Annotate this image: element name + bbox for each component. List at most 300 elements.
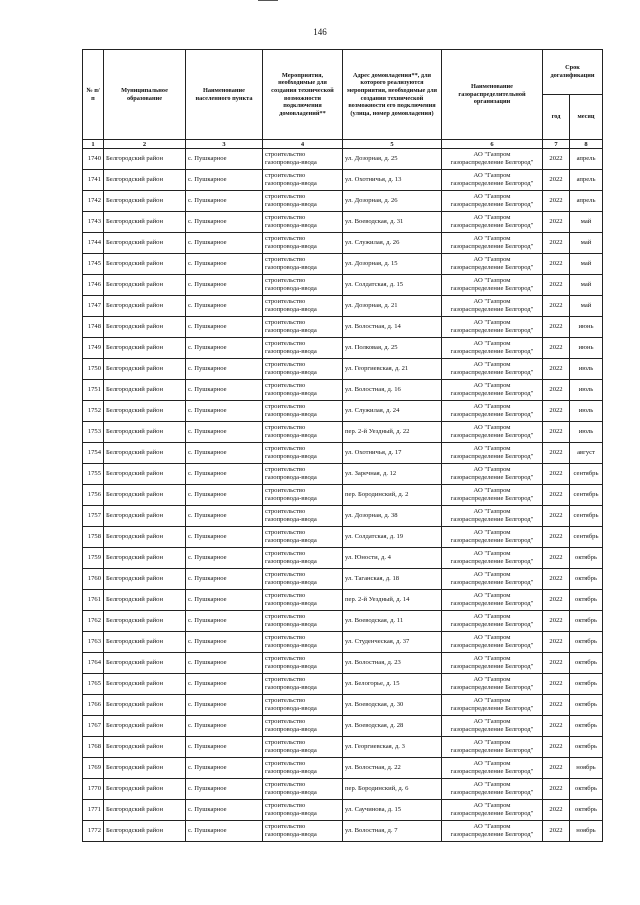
event-cell xyxy=(263,296,343,317)
header-municipality: Муниципальное образование xyxy=(104,50,186,140)
municipality-cell: Белгородский район xyxy=(104,548,186,569)
org-line-2: газораспределение Белгород" xyxy=(450,831,534,838)
year-cell: 2022 xyxy=(543,674,570,695)
municipality-cell: Белгородский район xyxy=(104,632,186,653)
org-cell xyxy=(442,758,543,779)
event-line-2: газопровода-ввода xyxy=(265,474,317,481)
month-cell: октябрь xyxy=(570,590,603,611)
settlement-cell: с. Пушкарное xyxy=(186,569,263,590)
org-cell xyxy=(442,674,543,695)
event-line-1: строительство xyxy=(265,802,306,810)
row-number: 1740 xyxy=(83,149,104,170)
org-line-1: АО "Газпром xyxy=(473,256,511,264)
org-line-1: АО "Газпром xyxy=(473,802,511,810)
municipality-cell: Белгородский район xyxy=(104,611,186,632)
month-cell: июнь xyxy=(570,317,603,338)
event-line-1: строительство xyxy=(265,445,306,453)
month-cell: август xyxy=(570,443,603,464)
month-cell: октябрь xyxy=(570,737,603,758)
settlement-cell: с. Пушкарное xyxy=(186,296,263,317)
address-cell: ул. Воеводская, д. 30 xyxy=(343,695,442,716)
table-row xyxy=(83,779,603,800)
month-cell: октябрь xyxy=(570,674,603,695)
org-cell xyxy=(442,275,543,296)
org-line-1: АО "Газпром xyxy=(473,571,511,579)
event-cell xyxy=(263,191,343,212)
org-line-2: газораспределение Белгород" xyxy=(450,348,534,355)
org-cell xyxy=(442,716,543,737)
table-row xyxy=(83,338,603,359)
event-cell xyxy=(263,212,343,233)
org-line-1: АО "Газпром xyxy=(473,424,511,432)
month-cell: май xyxy=(570,275,603,296)
event-line-2: газопровода-ввода xyxy=(265,222,317,229)
row-number: 1762 xyxy=(83,611,104,632)
org-line-1: АО "Газпром xyxy=(473,235,511,243)
org-cell xyxy=(442,338,543,359)
table-row xyxy=(83,632,603,653)
org-line-2: газораспределение Белгород" xyxy=(450,159,534,166)
org-cell xyxy=(442,569,543,590)
year-cell: 2022 xyxy=(543,380,570,401)
month-cell: октябрь xyxy=(570,632,603,653)
event-cell xyxy=(263,380,343,401)
event-cell xyxy=(263,800,343,821)
org-line-2: газораспределение Белгород" xyxy=(450,264,534,271)
org-line-2: газораспределение Белгород" xyxy=(450,201,534,208)
row-number: 1772 xyxy=(83,821,104,842)
settlement-cell: с. Пушкарное xyxy=(186,359,263,380)
month-cell: май xyxy=(570,233,603,254)
month-cell: май xyxy=(570,212,603,233)
org-cell xyxy=(442,359,543,380)
row-number: 1770 xyxy=(83,779,104,800)
month-cell: июль xyxy=(570,359,603,380)
municipality-cell: Белгородский район xyxy=(104,191,186,212)
event-line-1: строительство xyxy=(265,487,306,495)
row-number: 1750 xyxy=(83,359,104,380)
year-cell: 2022 xyxy=(543,569,570,590)
table-row xyxy=(83,569,603,590)
settlement-cell: с. Пушкарное xyxy=(186,506,263,527)
table-row xyxy=(83,233,603,254)
address-cell: ул. Охотничья, д. 13 xyxy=(343,170,442,191)
municipality-cell: Белгородский район xyxy=(104,317,186,338)
month-cell: октябрь xyxy=(570,611,603,632)
org-line-1: АО "Газпром xyxy=(473,655,511,663)
org-line-1: АО "Газпром xyxy=(473,214,511,222)
event-cell xyxy=(263,758,343,779)
event-cell xyxy=(263,548,343,569)
municipality-cell: Белгородский район xyxy=(104,779,186,800)
settlement-cell: с. Пушкарное xyxy=(186,170,263,191)
event-line-2: газопровода-ввода xyxy=(265,369,317,376)
municipality-cell: Белгородский район xyxy=(104,590,186,611)
event-line-1: строительство xyxy=(265,634,306,642)
event-cell xyxy=(263,779,343,800)
event-line-2: газопровода-ввода xyxy=(265,264,317,271)
address-cell: ул. Дозорная, д. 25 xyxy=(343,149,442,170)
row-number: 1746 xyxy=(83,275,104,296)
event-line-1: строительство xyxy=(265,592,306,600)
municipality-cell: Белгородский район xyxy=(104,212,186,233)
org-line-1: АО "Газпром xyxy=(473,718,511,726)
municipality-cell: Белгородский район xyxy=(104,422,186,443)
municipality-cell: Белгородский район xyxy=(104,296,186,317)
org-cell xyxy=(442,485,543,506)
scan-artifact-mark xyxy=(258,0,278,1)
address-cell: ул. Белогорье, д. 15 xyxy=(343,674,442,695)
event-line-2: газопровода-ввода xyxy=(265,621,317,628)
row-number: 1755 xyxy=(83,464,104,485)
org-cell xyxy=(442,632,543,653)
address-cell: пер. 2-й Уездный, д. 22 xyxy=(343,422,442,443)
event-line-1: строительство xyxy=(265,403,306,411)
page-number: 146 xyxy=(313,27,327,37)
header-settlement: Наименование населенного пункта xyxy=(186,50,263,140)
settlement-cell: с. Пушкарное xyxy=(186,590,263,611)
address-cell: ул. Воеводская, д. 31 xyxy=(343,212,442,233)
event-cell xyxy=(263,317,343,338)
year-cell: 2022 xyxy=(543,632,570,653)
row-number: 1766 xyxy=(83,695,104,716)
year-cell: 2022 xyxy=(543,800,570,821)
org-line-2: газораспределение Белгород" xyxy=(450,432,534,439)
event-line-1: строительство xyxy=(265,718,306,726)
year-cell: 2022 xyxy=(543,275,570,296)
org-cell xyxy=(442,653,543,674)
org-cell xyxy=(442,800,543,821)
settlement-cell: с. Пушкарное xyxy=(186,212,263,233)
event-line-2: газопровода-ввода xyxy=(265,327,317,334)
settlement-cell: с. Пушкарное xyxy=(186,632,263,653)
org-cell xyxy=(442,191,543,212)
month-cell: сентябрь xyxy=(570,527,603,548)
municipality-cell: Белгородский район xyxy=(104,254,186,275)
table-row xyxy=(83,800,603,821)
year-cell: 2022 xyxy=(543,695,570,716)
event-cell xyxy=(263,590,343,611)
table-row xyxy=(83,212,603,233)
org-cell xyxy=(442,317,543,338)
column-number: 6 xyxy=(442,140,543,149)
event-cell xyxy=(263,401,343,422)
table-row xyxy=(83,527,603,548)
table-body xyxy=(83,149,603,842)
row-number: 1751 xyxy=(83,380,104,401)
row-number: 1757 xyxy=(83,506,104,527)
year-cell: 2022 xyxy=(543,527,570,548)
org-cell xyxy=(442,254,543,275)
header-org: Наименование газораспределительной организации xyxy=(442,50,543,140)
event-cell xyxy=(263,233,343,254)
org-line-1: АО "Газпром xyxy=(473,340,511,348)
month-cell: сентябрь xyxy=(570,464,603,485)
municipality-cell: Белгородский район xyxy=(104,149,186,170)
event-cell xyxy=(263,359,343,380)
row-number: 1749 xyxy=(83,338,104,359)
row-number: 1758 xyxy=(83,527,104,548)
row-number: 1747 xyxy=(83,296,104,317)
year-cell: 2022 xyxy=(543,506,570,527)
header-event: Мероприятия, необходимые для создания технической возможности подключения домовладений** xyxy=(263,50,343,140)
table-row xyxy=(83,695,603,716)
municipality-cell: Белгородский район xyxy=(104,464,186,485)
org-line-2: газораспределение Белгород" xyxy=(450,747,534,754)
year-cell: 2022 xyxy=(543,758,570,779)
settlement-cell: с. Пушкарное xyxy=(186,527,263,548)
event-line-2: газопровода-ввода xyxy=(265,642,317,649)
table-row xyxy=(83,611,603,632)
column-number: 7 xyxy=(543,140,570,149)
table-row xyxy=(83,653,603,674)
month-cell: апрель xyxy=(570,149,603,170)
event-line-2: газопровода-ввода xyxy=(265,726,317,733)
org-cell xyxy=(442,212,543,233)
address-cell: ул. Служилая, д. 24 xyxy=(343,401,442,422)
municipality-cell: Белгородский район xyxy=(104,821,186,842)
row-number: 1748 xyxy=(83,317,104,338)
org-line-1: АО "Газпром xyxy=(473,319,511,327)
event-line-2: газопровода-ввода xyxy=(265,579,317,586)
settlement-cell: с. Пушкарное xyxy=(186,548,263,569)
org-line-1: АО "Газпром xyxy=(473,634,511,642)
org-line-2: газораспределение Белгород" xyxy=(450,411,534,418)
event-cell xyxy=(263,695,343,716)
org-line-2: газораспределение Белгород" xyxy=(450,180,534,187)
year-cell: 2022 xyxy=(543,821,570,842)
org-line-2: газораспределение Белгород" xyxy=(450,243,534,250)
event-cell xyxy=(263,569,343,590)
event-line-1: строительство xyxy=(265,571,306,579)
year-cell: 2022 xyxy=(543,170,570,191)
table-row xyxy=(83,317,603,338)
month-cell: октябрь xyxy=(570,779,603,800)
event-line-1: строительство xyxy=(265,256,306,264)
row-number: 1761 xyxy=(83,590,104,611)
org-line-1: АО "Газпром xyxy=(473,529,511,537)
settlement-cell: с. Пушкарное xyxy=(186,464,263,485)
municipality-cell: Белгородский район xyxy=(104,569,186,590)
event-line-1: строительство xyxy=(265,277,306,285)
municipality-cell: Белгородский район xyxy=(104,506,186,527)
table-row xyxy=(83,737,603,758)
header-month: месяц xyxy=(570,95,603,140)
address-cell: ул. Полковая, д. 25 xyxy=(343,338,442,359)
row-number: 1743 xyxy=(83,212,104,233)
event-line-2: газопровода-ввода xyxy=(265,516,317,523)
month-cell: май xyxy=(570,296,603,317)
org-line-2: газораспределение Белгород" xyxy=(450,789,534,796)
org-cell xyxy=(442,821,543,842)
month-cell: октябрь xyxy=(570,800,603,821)
org-cell xyxy=(442,380,543,401)
org-line-2: газораспределение Белгород" xyxy=(450,222,534,229)
org-line-2: газораспределение Белгород" xyxy=(450,663,534,670)
org-line-1: АО "Газпром xyxy=(473,739,511,747)
org-cell xyxy=(442,170,543,191)
org-line-2: газораспределение Белгород" xyxy=(450,327,534,334)
event-cell xyxy=(263,422,343,443)
event-line-1: строительство xyxy=(265,151,306,159)
row-number: 1753 xyxy=(83,422,104,443)
event-cell xyxy=(263,716,343,737)
year-cell: 2022 xyxy=(543,233,570,254)
org-line-2: газораспределение Белгород" xyxy=(450,726,534,733)
event-line-1: строительство xyxy=(265,298,306,306)
address-cell: ул. Георгиевская, д. 3 xyxy=(343,737,442,758)
year-cell: 2022 xyxy=(543,359,570,380)
org-line-2: газораспределение Белгород" xyxy=(450,306,534,313)
address-cell: ул. Заречная, д. 12 xyxy=(343,464,442,485)
table-row xyxy=(83,464,603,485)
table-row xyxy=(83,254,603,275)
address-cell: ул. Георгиевская, д. 21 xyxy=(343,359,442,380)
municipality-cell: Белгородский район xyxy=(104,695,186,716)
org-cell xyxy=(442,464,543,485)
address-cell: ул. Волостная, д. 7 xyxy=(343,821,442,842)
event-line-2: газопровода-ввода xyxy=(265,747,317,754)
org-line-1: АО "Газпром xyxy=(473,172,511,180)
event-line-1: строительство xyxy=(265,382,306,390)
row-number: 1742 xyxy=(83,191,104,212)
column-number: 4 xyxy=(263,140,343,149)
row-number: 1744 xyxy=(83,233,104,254)
event-line-1: строительство xyxy=(265,529,306,537)
org-line-1: АО "Газпром xyxy=(473,592,511,600)
org-line-1: АО "Газпром xyxy=(473,487,511,495)
address-cell: ул. Воеводская, д. 11 xyxy=(343,611,442,632)
month-cell: ноябрь xyxy=(570,758,603,779)
municipality-cell: Белгородский район xyxy=(104,527,186,548)
event-line-2: газопровода-ввода xyxy=(265,600,317,607)
settlement-cell: с. Пушкарное xyxy=(186,758,263,779)
address-cell: ул. Волостная, д. 14 xyxy=(343,317,442,338)
event-line-2: газопровода-ввода xyxy=(265,663,317,670)
month-cell: июль xyxy=(570,401,603,422)
month-cell: октябрь xyxy=(570,548,603,569)
org-line-2: газораспределение Белгород" xyxy=(450,516,534,523)
event-cell xyxy=(263,527,343,548)
org-line-1: АО "Газпром xyxy=(473,781,511,789)
address-cell: ул. Воеводская, д. 28 xyxy=(343,716,442,737)
event-line-1: строительство xyxy=(265,361,306,369)
org-line-2: газораспределение Белгород" xyxy=(450,474,534,481)
municipality-cell: Белгородский район xyxy=(104,233,186,254)
settlement-cell: с. Пушкарное xyxy=(186,611,263,632)
event-line-2: газопровода-ввода xyxy=(265,180,317,187)
row-number: 1763 xyxy=(83,632,104,653)
event-line-2: газопровода-ввода xyxy=(265,432,317,439)
address-cell: ул. Таганская, д. 18 xyxy=(343,569,442,590)
event-line-1: строительство xyxy=(265,676,306,684)
org-line-1: АО "Газпром xyxy=(473,466,511,474)
year-cell: 2022 xyxy=(543,296,570,317)
municipality-cell: Белгородский район xyxy=(104,338,186,359)
address-cell: ул. Дозорная, д. 26 xyxy=(343,191,442,212)
event-line-2: газопровода-ввода xyxy=(265,789,317,796)
year-cell: 2022 xyxy=(543,590,570,611)
event-line-1: строительство xyxy=(265,760,306,768)
org-cell xyxy=(442,422,543,443)
row-number: 1752 xyxy=(83,401,104,422)
month-cell: октябрь xyxy=(570,716,603,737)
address-cell: ул. Дозорная, д. 15 xyxy=(343,254,442,275)
header-year: год xyxy=(543,95,570,140)
settlement-cell: с. Пушкарное xyxy=(186,149,263,170)
event-line-2: газопровода-ввода xyxy=(265,495,317,502)
settlement-cell: с. Пушкарное xyxy=(186,800,263,821)
org-line-1: АО "Газпром xyxy=(473,445,511,453)
event-cell xyxy=(263,464,343,485)
municipality-cell: Белгородский район xyxy=(104,800,186,821)
month-cell: октябрь xyxy=(570,569,603,590)
org-line-1: АО "Газпром xyxy=(473,298,511,306)
year-cell: 2022 xyxy=(543,653,570,674)
table-row xyxy=(83,548,603,569)
address-cell: ул. Солдатская, д. 19 xyxy=(343,527,442,548)
org-cell xyxy=(442,233,543,254)
event-line-2: газопровода-ввода xyxy=(265,831,317,838)
org-line-1: АО "Газпром xyxy=(473,676,511,684)
settlement-cell: с. Пушкарное xyxy=(186,422,263,443)
event-line-2: газопровода-ввода xyxy=(265,243,317,250)
org-cell xyxy=(442,401,543,422)
org-line-2: газораспределение Белгород" xyxy=(450,285,534,292)
address-cell: пер. 2-й Уездный, д. 14 xyxy=(343,590,442,611)
settlement-cell: с. Пушкарное xyxy=(186,380,263,401)
table-row xyxy=(83,401,603,422)
table-row xyxy=(83,380,603,401)
address-cell: пер. Бородинский, д. 6 xyxy=(343,779,442,800)
table-row xyxy=(83,170,603,191)
org-line-2: газораспределение Белгород" xyxy=(450,600,534,607)
municipality-cell: Белгородский район xyxy=(104,653,186,674)
year-cell: 2022 xyxy=(543,779,570,800)
settlement-cell: с. Пушкарное xyxy=(186,275,263,296)
year-cell: 2022 xyxy=(543,254,570,275)
row-number: 1767 xyxy=(83,716,104,737)
table-row xyxy=(83,191,603,212)
event-cell xyxy=(263,443,343,464)
org-cell xyxy=(442,590,543,611)
settlement-cell: с. Пушкарное xyxy=(186,254,263,275)
settlement-cell: с. Пушкарное xyxy=(186,674,263,695)
settlement-cell: с. Пушкарное xyxy=(186,401,263,422)
org-cell xyxy=(442,296,543,317)
event-line-1: строительство xyxy=(265,739,306,747)
org-cell xyxy=(442,695,543,716)
municipality-cell: Белгородский район xyxy=(104,443,186,464)
column-number-row xyxy=(83,140,603,149)
year-cell: 2022 xyxy=(543,212,570,233)
settlement-cell: с. Пушкарное xyxy=(186,317,263,338)
municipality-cell: Белгородский район xyxy=(104,485,186,506)
org-line-1: АО "Газпром xyxy=(473,403,511,411)
org-line-1: АО "Газпром xyxy=(473,508,511,516)
municipality-cell: Белгородский район xyxy=(104,275,186,296)
row-number: 1756 xyxy=(83,485,104,506)
address-cell: ул. Охотничья, д. 17 xyxy=(343,443,442,464)
org-line-2: газораспределение Белгород" xyxy=(450,453,534,460)
table-row xyxy=(83,674,603,695)
org-line-1: АО "Газпром xyxy=(473,697,511,705)
header-term: Срок догазификации xyxy=(543,50,603,95)
year-cell: 2022 xyxy=(543,611,570,632)
municipality-cell: Белгородский район xyxy=(104,401,186,422)
org-line-2: газораспределение Белгород" xyxy=(450,621,534,628)
event-line-2: газопровода-ввода xyxy=(265,453,317,460)
